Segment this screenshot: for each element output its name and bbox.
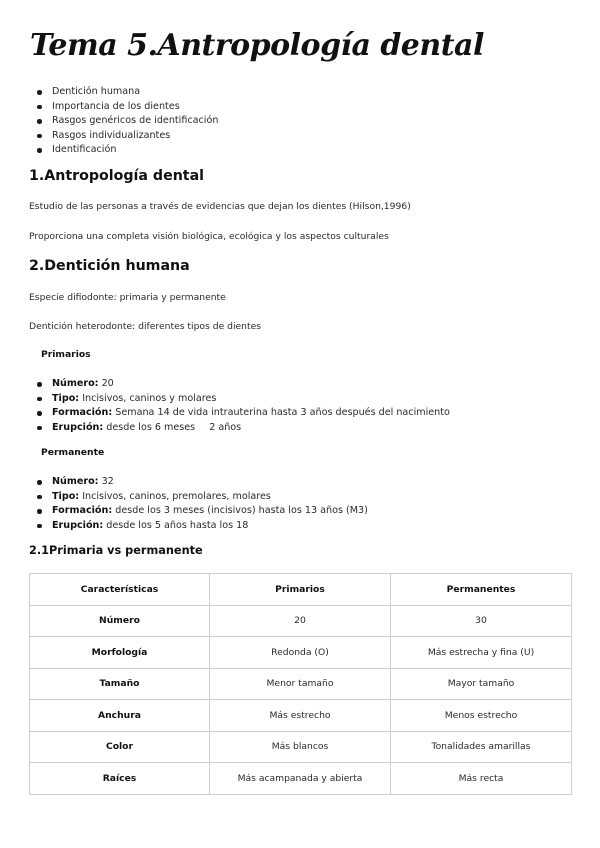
list-item: Dentición humana	[28, 85, 218, 100]
table-cell: Menor tamaño	[210, 668, 391, 700]
paragraph: Estudio de las personas a través de evidencias que dejan los dientes (Hilson,1996)	[29, 201, 411, 212]
table-cell: Más acampanada y abierta	[210, 763, 391, 795]
table-header-row	[30, 574, 572, 606]
table-cell: Tonalidades amarillas	[391, 731, 572, 763]
table-cell: Raíces	[30, 763, 210, 795]
list-item: Identificación	[28, 143, 218, 158]
list-item: Erupción: desde los 6 meses 2 años	[28, 421, 450, 436]
table-row	[30, 731, 572, 763]
permanente-list	[28, 475, 368, 533]
section-heading: 1.Antropología dental	[29, 168, 205, 184]
section-heading: 2.1Primaria vs permanente	[29, 544, 203, 557]
table-cell: 30	[391, 605, 572, 637]
list-item: Tipo: Incisivos, caninos, premolares, molares	[28, 490, 368, 505]
list-item: Rasgos genéricos de identificación	[28, 114, 218, 129]
table-header-cell: Características	[30, 574, 210, 606]
list-item: Erupción: desde los 5 años hasta los 18	[28, 519, 368, 534]
list-item: Número: 32	[28, 475, 368, 490]
table-row	[30, 605, 572, 637]
table-cell: Tamaño	[30, 668, 210, 700]
list-item: Número: 20	[28, 377, 450, 392]
section-heading: 2.Dentición humana	[29, 258, 190, 274]
table-row	[30, 668, 572, 700]
subheading-permanente: Permanente	[41, 447, 105, 458]
table-row	[30, 763, 572, 795]
subheading-primarios: Primarios	[41, 349, 91, 360]
comparison-table	[29, 573, 572, 795]
list-item: Tipo: Incisivos, caninos y molares	[28, 392, 450, 407]
list-item: Importancia de los dientes	[28, 100, 218, 115]
table-header-cell: Primarios	[210, 574, 391, 606]
table-cell: Número	[30, 605, 210, 637]
list-item: Rasgos individualizantes	[28, 129, 218, 144]
table-header-cell: Permanentes	[391, 574, 572, 606]
paragraph: Especie difiodonte: primaria y permanente	[29, 292, 226, 303]
table-cell: 20	[210, 605, 391, 637]
page-title: Tema 5.Antropología dental	[30, 28, 484, 63]
table-cell: Morfología	[30, 637, 210, 669]
primarios-list	[28, 377, 450, 435]
list-item: Formación: desde los 3 meses (incisivos) hasta los 13 años (M3)	[28, 504, 368, 519]
outline-list	[28, 85, 218, 158]
list-item: Formación: Semana 14 de vida intrauterina hasta 3 años después del nacimiento	[28, 406, 450, 421]
table-cell: Más estrecha y fina (U)	[391, 637, 572, 669]
table-row	[30, 700, 572, 732]
table-cell: Más blancos	[210, 731, 391, 763]
table-row	[30, 637, 572, 669]
table-cell: Más estrecho	[210, 700, 391, 732]
table-cell: Más recta	[391, 763, 572, 795]
table-cell: Anchura	[30, 700, 210, 732]
table-cell: Menos estrecho	[391, 700, 572, 732]
table-cell: Color	[30, 731, 210, 763]
paragraph: Dentición heterodonte: diferentes tipos de dientes	[29, 321, 262, 332]
paragraph: Proporciona una completa visión biológica, ecológica y los aspectos culturales	[29, 231, 389, 242]
table-cell: Redonda (O)	[210, 637, 391, 669]
table-cell: Mayor tamaño	[391, 668, 572, 700]
